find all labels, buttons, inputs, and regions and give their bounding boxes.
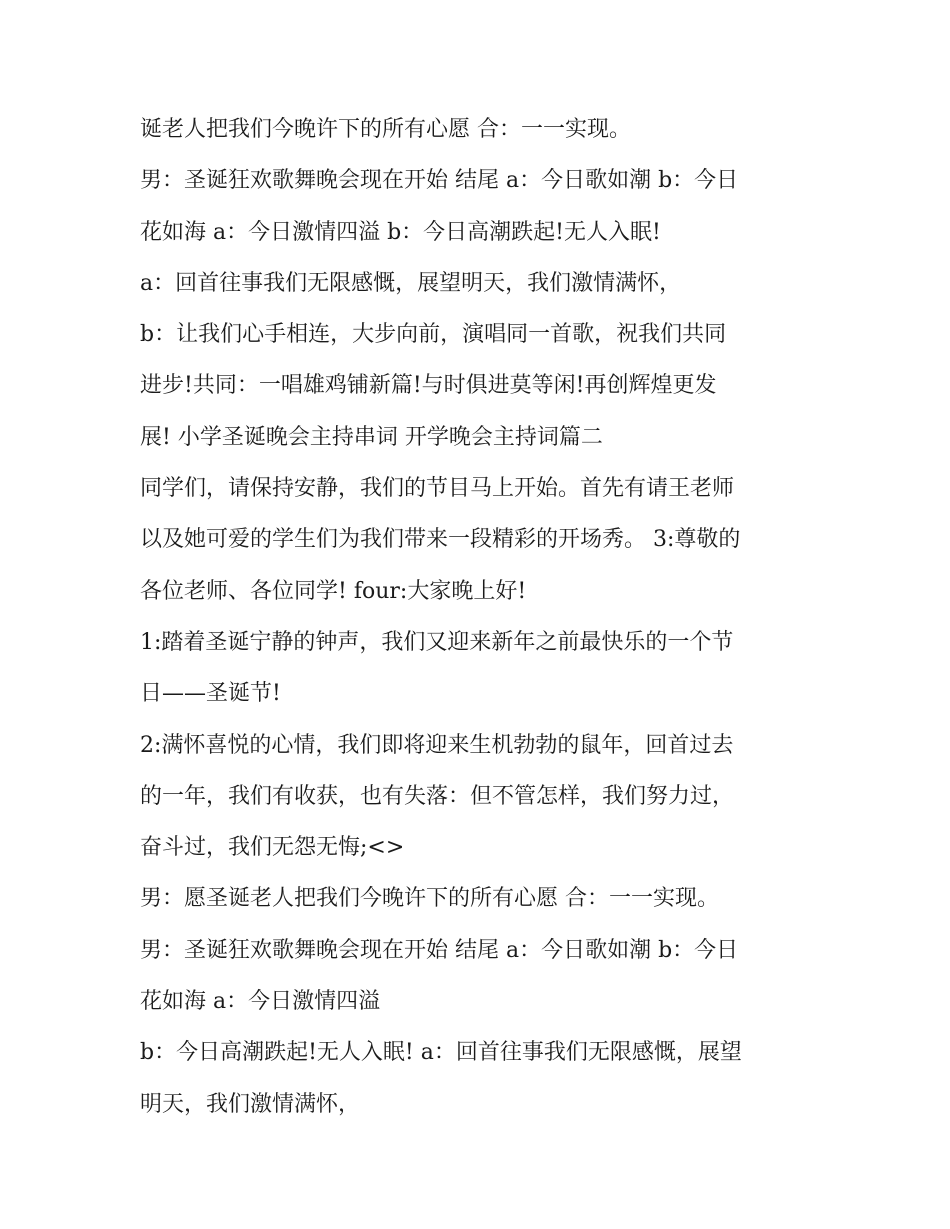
text-line: a：回首往事我们无限感慨，展望明天，我们激情满怀，: [140, 270, 682, 296]
text-line: 花如海 a：今日激情四溢 b：今日高潮跌起!无人入眠!: [140, 219, 661, 245]
document-body: [140, 104, 820, 1130]
text-line: 日——圣诞节!: [140, 681, 281, 707]
text-line: 2:满怀喜悦的心情，我们即将迎来生机勃勃的鼠年，回首过去: [140, 732, 734, 758]
text-line: 明天，我们激情满怀，: [140, 1091, 361, 1117]
text-line: 的一年，我们有收获，也有失落：但不管怎样，我们努力过，: [140, 783, 735, 809]
text-line: 各位老师、各位同学! four:大家晚上好!: [140, 578, 527, 604]
text-line: b：今日高潮跌起!无人入眠! a：回首往事我们无限感慨，展望: [140, 1040, 742, 1066]
text-line: 男：圣诞狂欢歌舞晚会现在开始 结尾 a：今日歌如潮 b：今日: [140, 937, 739, 963]
text-line: 花如海 a：今日激情四溢: [140, 989, 381, 1015]
text-line: 以及她可爱的学生们为我们带来一段精彩的开场秀。 3:尊敬的: [140, 527, 741, 553]
text-line: 1:踏着圣诞宁静的钟声，我们又迎来新年之前最快乐的一个节: [140, 629, 734, 655]
text-line: 男：圣诞狂欢歌舞晚会现在开始 结尾 a：今日歌如潮 b：今日: [140, 168, 739, 194]
text-line: 男：愿圣诞老人把我们今晚许下的所有心愿 合：一一实现。: [140, 886, 719, 912]
text-line: b：让我们心手相连，大步向前，演唱同一首歌，祝我们共同: [140, 322, 727, 348]
text-line: 展! 小学圣诞晚会主持串词 开学晚会主持词篇二: [140, 424, 603, 450]
text-line: 诞老人把我们今晚许下的所有心愿 合：一一实现。: [140, 117, 631, 142]
text-line: 同学们，请保持安静，我们的节目马上开始。首先有请王老师: [140, 476, 735, 502]
text-line: 奋斗过，我们无怨无悔;<>: [140, 835, 405, 861]
text-line: 进步!共同：一唱雄鸡铺新篇!与时俱进莫等闲!再创辉煌更发: [140, 373, 717, 399]
